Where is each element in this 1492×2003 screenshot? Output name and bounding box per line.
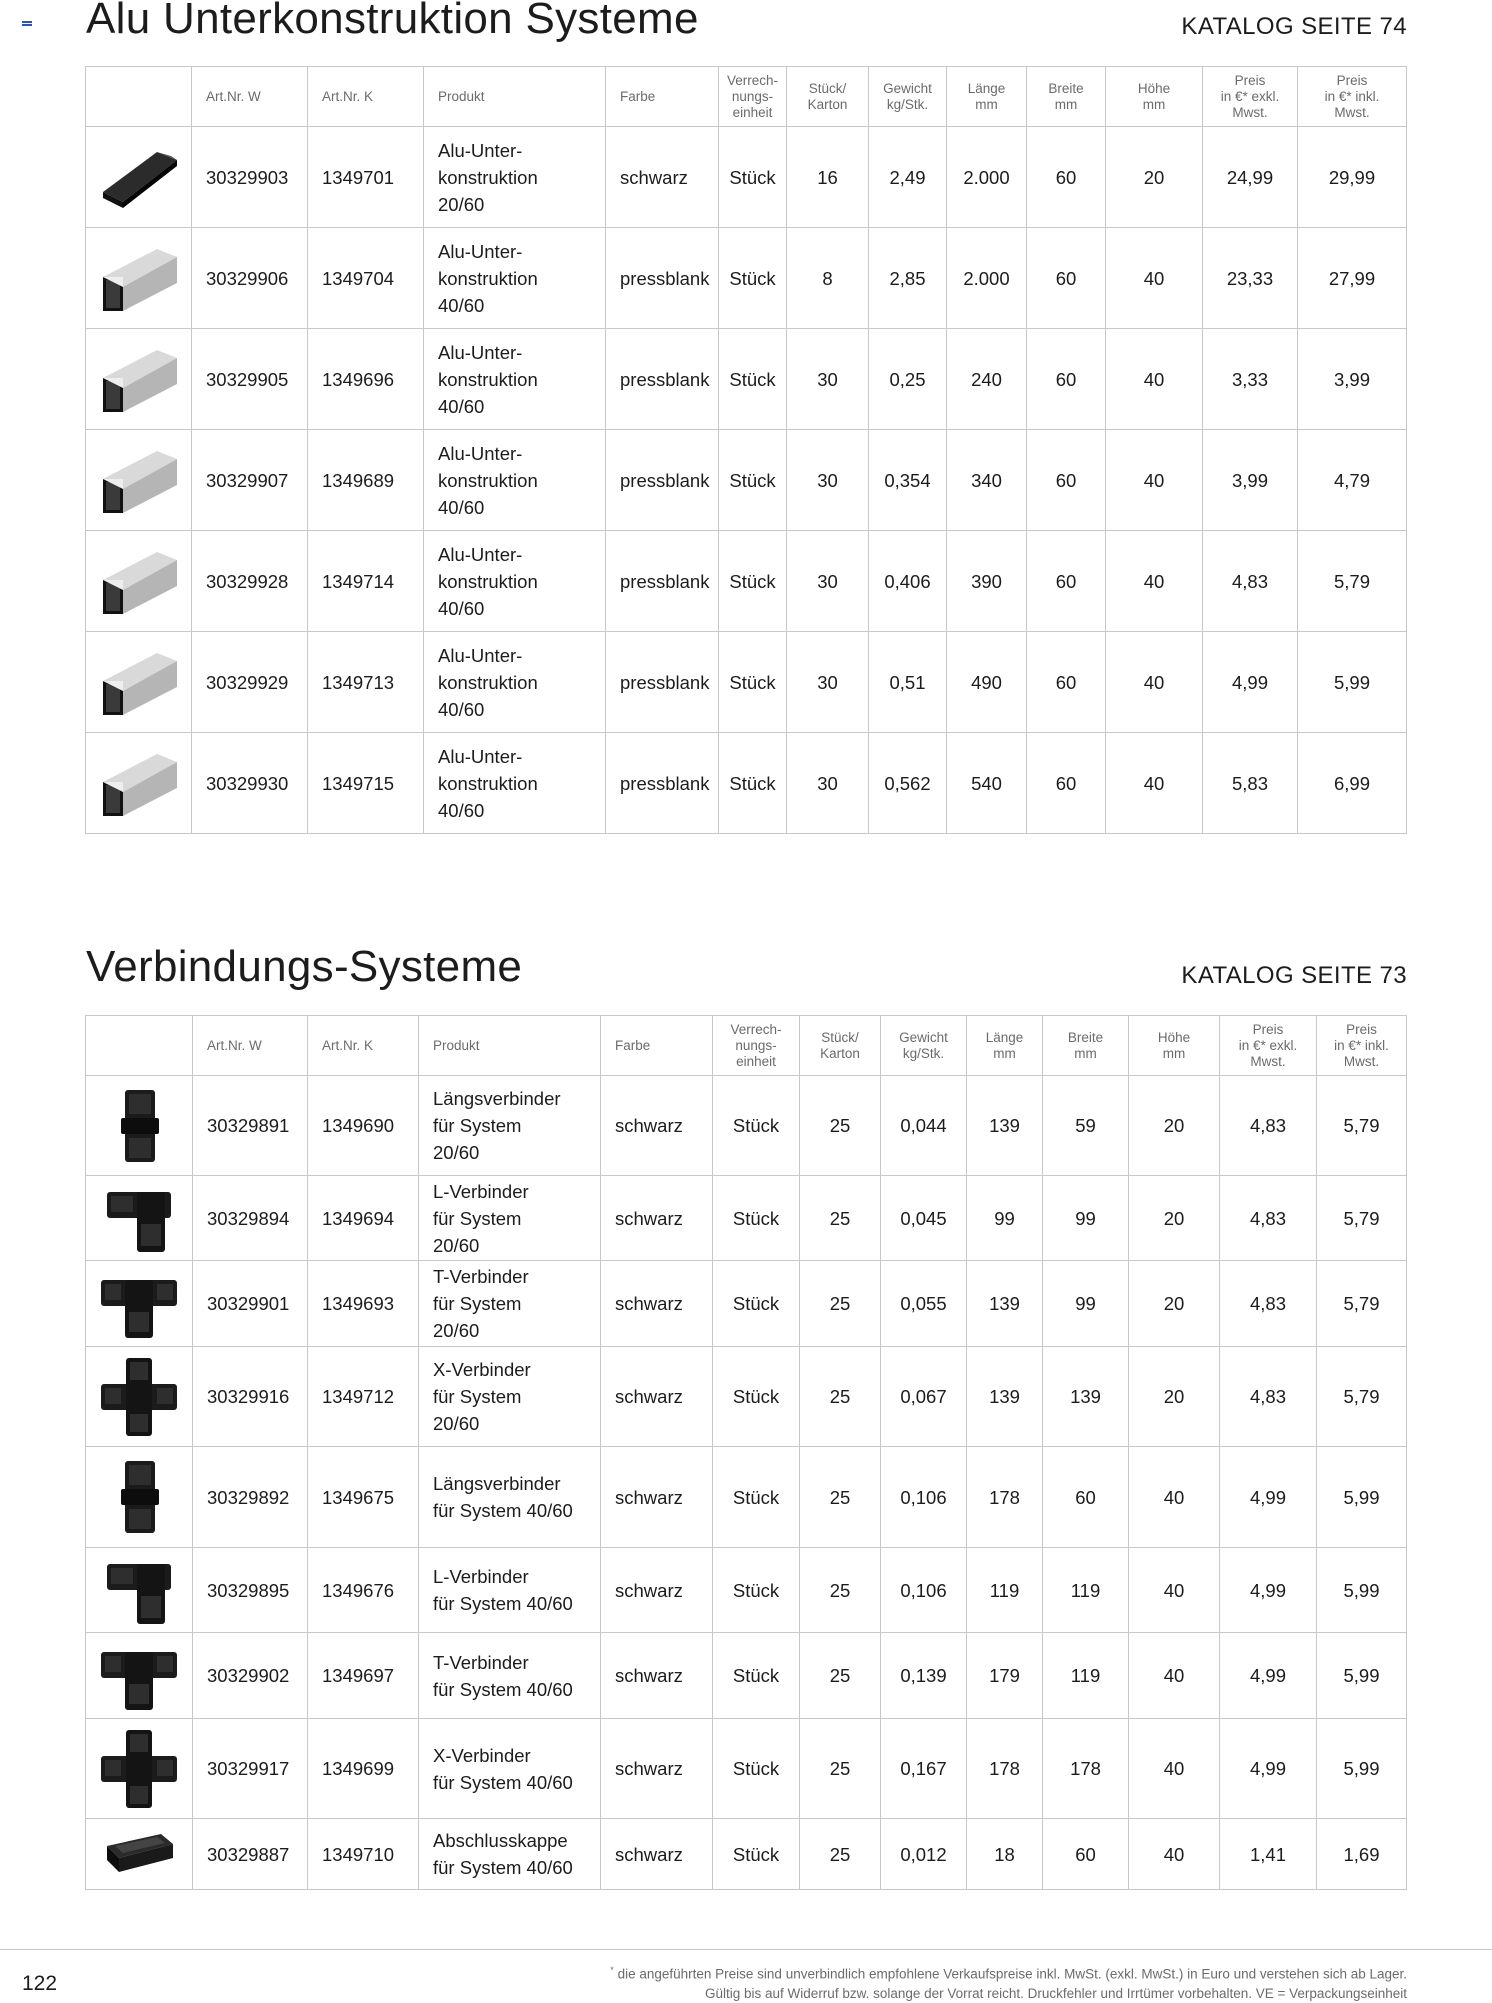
cell-laenge: 178 bbox=[967, 1719, 1043, 1819]
footnote-asterisk: * bbox=[610, 1965, 614, 1975]
cell-laenge: 139 bbox=[967, 1347, 1043, 1447]
cell-hoehe: 40 bbox=[1129, 1548, 1220, 1633]
cell-hoehe: 40 bbox=[1106, 329, 1203, 430]
cell-produkt: X-Verbinder für System 40/60 bbox=[419, 1719, 601, 1819]
cell-hoehe: 40 bbox=[1106, 228, 1203, 329]
cell-art-nr-w: 30329930 bbox=[192, 733, 308, 834]
t-connector-image bbox=[86, 1633, 193, 1719]
cell-art-nr-w: 30329906 bbox=[192, 228, 308, 329]
menu-icon[interactable] bbox=[22, 21, 32, 30]
col-header-hoehe: Höhe mm bbox=[1129, 1016, 1220, 1076]
footer-divider bbox=[0, 1949, 1492, 1950]
col-header-hoehe: Höhe mm bbox=[1106, 67, 1203, 127]
cell-breite: 119 bbox=[1043, 1548, 1129, 1633]
col-header-produkt: Produkt bbox=[419, 1016, 601, 1076]
col-header-preis-exkl: Preis in €* exkl. Mwst. bbox=[1220, 1016, 1317, 1076]
cell-farbe: schwarz bbox=[601, 1819, 713, 1890]
cell-preis-inkl: 29,99 bbox=[1298, 127, 1407, 228]
cell-farbe: pressblank bbox=[606, 531, 719, 632]
cell-produkt: Alu-Unter- konstruktion 40/60 bbox=[424, 733, 606, 834]
cell-art-nr-w: 30329916 bbox=[193, 1347, 308, 1447]
cell-produkt: Längsverbinder für System 40/60 bbox=[419, 1447, 601, 1548]
table-row bbox=[86, 1347, 1407, 1447]
cell-stueck-karton: 16 bbox=[787, 127, 869, 228]
cell-preis-inkl: 5,99 bbox=[1317, 1719, 1407, 1819]
cell-verrechnungseinheit: Stück bbox=[719, 228, 787, 329]
cell-breite: 60 bbox=[1027, 127, 1106, 228]
table-row bbox=[86, 430, 1407, 531]
table-row bbox=[86, 1819, 1407, 1890]
cell-preis-exkl: 24,99 bbox=[1203, 127, 1298, 228]
col-header-art-nr-k: Art.Nr. K bbox=[308, 1016, 419, 1076]
cell-stueck-karton: 25 bbox=[800, 1176, 881, 1261]
cell-produkt: L-Verbinder für System 20/60 bbox=[419, 1176, 601, 1261]
cell-verrechnungseinheit: Stück bbox=[713, 1719, 800, 1819]
table-row bbox=[86, 632, 1407, 733]
cell-stueck-karton: 30 bbox=[787, 733, 869, 834]
col-header-art-nr-w: Art.Nr. W bbox=[193, 1016, 308, 1076]
cell-art-nr-k: 1349699 bbox=[308, 1719, 419, 1819]
cell-hoehe: 20 bbox=[1129, 1076, 1220, 1176]
cell-produkt: Alu-Unter- konstruktion 40/60 bbox=[424, 430, 606, 531]
table-row bbox=[86, 1261, 1407, 1347]
cell-laenge: 119 bbox=[967, 1548, 1043, 1633]
cell-art-nr-k: 1349701 bbox=[308, 127, 424, 228]
cell-gewicht: 2,85 bbox=[869, 228, 947, 329]
table-row bbox=[86, 329, 1407, 430]
table-row bbox=[86, 1548, 1407, 1633]
cell-art-nr-w: 30329903 bbox=[192, 127, 308, 228]
cell-stueck-karton: 30 bbox=[787, 632, 869, 733]
cell-produkt: Alu-Unter- konstruktion 40/60 bbox=[424, 632, 606, 733]
cell-verrechnungseinheit: Stück bbox=[713, 1176, 800, 1261]
cell-art-nr-k: 1349710 bbox=[308, 1819, 419, 1890]
cell-verrechnungseinheit: Stück bbox=[713, 1633, 800, 1719]
cell-preis-inkl: 3,99 bbox=[1298, 329, 1407, 430]
section-title-verbindung: Verbindungs-Systeme bbox=[86, 942, 523, 991]
cell-preis-exkl: 4,99 bbox=[1220, 1548, 1317, 1633]
silver-profile-image bbox=[86, 733, 192, 834]
cell-preis-inkl: 5,79 bbox=[1298, 531, 1407, 632]
cell-preis-inkl: 5,79 bbox=[1317, 1176, 1407, 1261]
cell-art-nr-k: 1349715 bbox=[308, 733, 424, 834]
col-header-breite: Breite mm bbox=[1043, 1016, 1129, 1076]
cell-farbe: schwarz bbox=[601, 1347, 713, 1447]
cell-verrechnungseinheit: Stück bbox=[713, 1261, 800, 1347]
cell-verrechnungseinheit: Stück bbox=[713, 1447, 800, 1548]
cell-gewicht: 0,106 bbox=[881, 1548, 967, 1633]
cell-gewicht: 0,167 bbox=[881, 1719, 967, 1819]
col-header-preis-inkl: Preis in €* inkl. Mwst. bbox=[1317, 1016, 1407, 1076]
cell-preis-inkl: 6,99 bbox=[1298, 733, 1407, 834]
col-header-breite: Breite mm bbox=[1027, 67, 1106, 127]
col-header-gewicht: Gewicht kg/Stk. bbox=[869, 67, 947, 127]
cell-art-nr-w: 30329901 bbox=[193, 1261, 308, 1347]
cell-gewicht: 0,055 bbox=[881, 1261, 967, 1347]
table-row bbox=[86, 1719, 1407, 1819]
cell-art-nr-k: 1349676 bbox=[308, 1548, 419, 1633]
table-row bbox=[86, 127, 1407, 228]
cell-verrechnungseinheit: Stück bbox=[719, 733, 787, 834]
cell-gewicht: 0,044 bbox=[881, 1076, 967, 1176]
table-row bbox=[86, 1076, 1407, 1176]
col-header-preis-exkl: Preis in €* exkl. Mwst. bbox=[1203, 67, 1298, 127]
t-connector-image bbox=[86, 1261, 193, 1347]
cell-art-nr-k: 1349689 bbox=[308, 430, 424, 531]
catalog-page-ref-verbindung: KATALOG SEITE 73 bbox=[1181, 962, 1407, 989]
col-header-stueck-karton: Stück/ Karton bbox=[800, 1016, 881, 1076]
silver-profile-image bbox=[86, 632, 192, 733]
cell-gewicht: 0,139 bbox=[881, 1633, 967, 1719]
cell-preis-inkl: 5,99 bbox=[1317, 1447, 1407, 1548]
cell-breite: 119 bbox=[1043, 1633, 1129, 1719]
cell-preis-exkl: 4,83 bbox=[1203, 531, 1298, 632]
footnote-line-2: Gültig bis auf Widerruf bzw. solange der Vorrat reicht. Druckfehler und Irrtümer vorbehalten. VE = Verpackungseinheit bbox=[705, 1985, 1407, 2001]
cell-gewicht: 0,106 bbox=[881, 1447, 967, 1548]
cell-stueck-karton: 25 bbox=[800, 1447, 881, 1548]
price-footnote bbox=[610, 1961, 1407, 2003]
cell-preis-exkl: 4,99 bbox=[1220, 1633, 1317, 1719]
cell-hoehe: 20 bbox=[1129, 1261, 1220, 1347]
cell-laenge: 179 bbox=[967, 1633, 1043, 1719]
black-profile-image bbox=[86, 127, 192, 228]
cell-art-nr-w: 30329905 bbox=[192, 329, 308, 430]
cell-preis-inkl: 5,79 bbox=[1317, 1347, 1407, 1447]
cell-laenge: 139 bbox=[967, 1261, 1043, 1347]
cell-hoehe: 40 bbox=[1106, 632, 1203, 733]
cell-hoehe: 40 bbox=[1129, 1447, 1220, 1548]
cell-stueck-karton: 30 bbox=[787, 430, 869, 531]
cell-verrechnungseinheit: Stück bbox=[713, 1548, 800, 1633]
cell-art-nr-w: 30329891 bbox=[193, 1076, 308, 1176]
cell-stueck-karton: 8 bbox=[787, 228, 869, 329]
cell-hoehe: 40 bbox=[1106, 733, 1203, 834]
cell-verrechnungseinheit: Stück bbox=[713, 1076, 800, 1176]
l-connector-image bbox=[86, 1548, 193, 1633]
table-row bbox=[86, 733, 1407, 834]
cell-art-nr-w: 30329892 bbox=[193, 1447, 308, 1548]
cell-farbe: schwarz bbox=[601, 1548, 713, 1633]
cell-hoehe: 40 bbox=[1106, 430, 1203, 531]
cell-farbe: schwarz bbox=[601, 1076, 713, 1176]
cell-verrechnungseinheit: Stück bbox=[713, 1819, 800, 1890]
cell-gewicht: 0,25 bbox=[869, 329, 947, 430]
cell-verrechnungseinheit: Stück bbox=[719, 632, 787, 733]
cell-farbe: schwarz bbox=[601, 1261, 713, 1347]
cell-stueck-karton: 30 bbox=[787, 531, 869, 632]
cell-gewicht: 0,354 bbox=[869, 430, 947, 531]
cell-stueck-karton: 25 bbox=[800, 1548, 881, 1633]
cell-farbe: schwarz bbox=[601, 1176, 713, 1261]
cell-farbe: schwarz bbox=[601, 1633, 713, 1719]
cell-art-nr-k: 1349712 bbox=[308, 1347, 419, 1447]
cell-hoehe: 40 bbox=[1129, 1633, 1220, 1719]
cell-preis-inkl: 5,99 bbox=[1298, 632, 1407, 733]
cell-laenge: 540 bbox=[947, 733, 1027, 834]
col-header-stueck-karton: Stück/ Karton bbox=[787, 67, 869, 127]
connector-product-table bbox=[85, 1015, 1407, 1890]
cell-stueck-karton: 25 bbox=[800, 1076, 881, 1176]
cell-art-nr-k: 1349696 bbox=[308, 329, 424, 430]
alu-product-table bbox=[85, 66, 1407, 834]
straight-connector-image bbox=[86, 1447, 193, 1548]
cell-farbe: pressblank bbox=[606, 329, 719, 430]
col-header-laenge: Länge mm bbox=[967, 1016, 1043, 1076]
cell-verrechnungseinheit: Stück bbox=[713, 1347, 800, 1447]
cell-hoehe: 20 bbox=[1129, 1176, 1220, 1261]
cell-produkt: Alu-Unter- konstruktion 40/60 bbox=[424, 329, 606, 430]
cell-breite: 60 bbox=[1027, 329, 1106, 430]
cell-produkt: Alu-Unter- konstruktion 20/60 bbox=[424, 127, 606, 228]
cell-laenge: 490 bbox=[947, 632, 1027, 733]
cell-art-nr-w: 30329928 bbox=[192, 531, 308, 632]
cell-preis-exkl: 5,83 bbox=[1203, 733, 1298, 834]
cell-farbe: pressblank bbox=[606, 632, 719, 733]
cell-art-nr-k: 1349675 bbox=[308, 1447, 419, 1548]
silver-profile-image bbox=[86, 531, 192, 632]
cell-preis-exkl: 4,99 bbox=[1220, 1719, 1317, 1819]
cell-preis-exkl: 1,41 bbox=[1220, 1819, 1317, 1890]
cell-farbe: pressblank bbox=[606, 733, 719, 834]
section-title-alu: Alu Unterkonstruktion Systeme bbox=[86, 0, 699, 43]
footnote-line-1: die angeführten Preise sind unverbindlich empfohlene Verkaufspreise inkl. MwSt. (exkl. MwSt.) in Euro und verstehen sich ab Lager. bbox=[617, 1966, 1407, 1982]
cell-breite: 60 bbox=[1043, 1447, 1129, 1548]
cell-verrechnungseinheit: Stück bbox=[719, 329, 787, 430]
cell-preis-inkl: 5,79 bbox=[1317, 1261, 1407, 1347]
cell-stueck-karton: 25 bbox=[800, 1819, 881, 1890]
cell-laenge: 139 bbox=[967, 1076, 1043, 1176]
cell-laenge: 2.000 bbox=[947, 127, 1027, 228]
cell-preis-inkl: 5,99 bbox=[1317, 1633, 1407, 1719]
image-column-header bbox=[86, 1016, 193, 1076]
table-row bbox=[86, 228, 1407, 329]
image-column-header bbox=[86, 67, 192, 127]
cell-stueck-karton: 30 bbox=[787, 329, 869, 430]
x-connector-image bbox=[86, 1719, 193, 1819]
cell-laenge: 178 bbox=[967, 1447, 1043, 1548]
silver-profile-image bbox=[86, 430, 192, 531]
cell-verrechnungseinheit: Stück bbox=[719, 531, 787, 632]
col-header-gewicht: Gewicht kg/Stk. bbox=[881, 1016, 967, 1076]
cell-breite: 60 bbox=[1027, 632, 1106, 733]
cell-art-nr-k: 1349704 bbox=[308, 228, 424, 329]
cell-preis-exkl: 4,99 bbox=[1220, 1447, 1317, 1548]
cell-gewicht: 0,406 bbox=[869, 531, 947, 632]
cell-laenge: 99 bbox=[967, 1176, 1043, 1261]
cell-breite: 60 bbox=[1027, 228, 1106, 329]
cell-gewicht: 0,045 bbox=[881, 1176, 967, 1261]
cell-gewicht: 0,562 bbox=[869, 733, 947, 834]
cell-preis-inkl: 27,99 bbox=[1298, 228, 1407, 329]
cell-art-nr-w: 30329902 bbox=[193, 1633, 308, 1719]
cell-gewicht: 0,51 bbox=[869, 632, 947, 733]
cell-hoehe: 40 bbox=[1129, 1719, 1220, 1819]
cell-hoehe: 40 bbox=[1106, 531, 1203, 632]
cell-farbe: schwarz bbox=[606, 127, 719, 228]
cell-art-nr-k: 1349694 bbox=[308, 1176, 419, 1261]
cell-breite: 60 bbox=[1043, 1819, 1129, 1890]
col-header-farbe: Farbe bbox=[601, 1016, 713, 1076]
cell-gewicht: 0,067 bbox=[881, 1347, 967, 1447]
cell-preis-exkl: 4,83 bbox=[1220, 1076, 1317, 1176]
cell-breite: 60 bbox=[1027, 531, 1106, 632]
cell-preis-inkl: 1,69 bbox=[1317, 1819, 1407, 1890]
col-header-art-nr-k: Art.Nr. K bbox=[308, 67, 424, 127]
l-connector-image bbox=[86, 1176, 193, 1261]
col-header-produkt: Produkt bbox=[424, 67, 606, 127]
table-row bbox=[86, 531, 1407, 632]
cell-farbe: pressblank bbox=[606, 430, 719, 531]
col-header-laenge: Länge mm bbox=[947, 67, 1027, 127]
cell-breite: 99 bbox=[1043, 1176, 1129, 1261]
table-row bbox=[86, 1447, 1407, 1548]
cell-farbe: schwarz bbox=[601, 1719, 713, 1819]
page-number: 122 bbox=[22, 1972, 58, 1995]
cell-art-nr-k: 1349713 bbox=[308, 632, 424, 733]
cell-stueck-karton: 25 bbox=[800, 1261, 881, 1347]
end-cap-image bbox=[86, 1819, 193, 1890]
cell-art-nr-k: 1349693 bbox=[308, 1261, 419, 1347]
cell-breite: 178 bbox=[1043, 1719, 1129, 1819]
col-header-verrechnungseinheit: Verrech- nungs- einheit bbox=[713, 1016, 800, 1076]
cell-hoehe: 20 bbox=[1129, 1347, 1220, 1447]
cell-hoehe: 20 bbox=[1106, 127, 1203, 228]
cell-art-nr-w: 30329895 bbox=[193, 1548, 308, 1633]
cell-preis-inkl: 5,99 bbox=[1317, 1548, 1407, 1633]
cell-produkt: L-Verbinder für System 40/60 bbox=[419, 1548, 601, 1633]
cell-laenge: 18 bbox=[967, 1819, 1043, 1890]
col-header-art-nr-w: Art.Nr. W bbox=[192, 67, 308, 127]
cell-art-nr-w: 30329887 bbox=[193, 1819, 308, 1890]
cell-laenge: 240 bbox=[947, 329, 1027, 430]
cell-breite: 139 bbox=[1043, 1347, 1129, 1447]
cell-laenge: 2.000 bbox=[947, 228, 1027, 329]
cell-preis-exkl: 4,83 bbox=[1220, 1347, 1317, 1447]
cell-produkt: T-Verbinder für System 40/60 bbox=[419, 1633, 601, 1719]
cell-laenge: 390 bbox=[947, 531, 1027, 632]
cell-art-nr-w: 30329894 bbox=[193, 1176, 308, 1261]
straight-connector-image bbox=[86, 1076, 193, 1176]
cell-produkt: Alu-Unter- konstruktion 40/60 bbox=[424, 228, 606, 329]
cell-breite: 59 bbox=[1043, 1076, 1129, 1176]
cell-preis-inkl: 5,79 bbox=[1317, 1076, 1407, 1176]
cell-produkt: X-Verbinder für System 20/60 bbox=[419, 1347, 601, 1447]
cell-preis-exkl: 4,99 bbox=[1203, 632, 1298, 733]
cell-preis-exkl: 3,99 bbox=[1203, 430, 1298, 531]
cell-produkt: T-Verbinder für System 20/60 bbox=[419, 1261, 601, 1347]
silver-profile-image bbox=[86, 228, 192, 329]
cell-art-nr-w: 30329907 bbox=[192, 430, 308, 531]
catalog-page-ref-alu: KATALOG SEITE 74 bbox=[1181, 13, 1407, 40]
cell-verrechnungseinheit: Stück bbox=[719, 430, 787, 531]
cell-produkt: Längsverbinder für System 20/60 bbox=[419, 1076, 601, 1176]
cell-gewicht: 2,49 bbox=[869, 127, 947, 228]
cell-art-nr-w: 30329929 bbox=[192, 632, 308, 733]
cell-breite: 99 bbox=[1043, 1261, 1129, 1347]
cell-preis-exkl: 4,83 bbox=[1220, 1261, 1317, 1347]
cell-stueck-karton: 25 bbox=[800, 1719, 881, 1819]
cell-stueck-karton: 25 bbox=[800, 1633, 881, 1719]
cell-preis-exkl: 3,33 bbox=[1203, 329, 1298, 430]
cell-gewicht: 0,012 bbox=[881, 1819, 967, 1890]
cell-produkt: Alu-Unter- konstruktion 40/60 bbox=[424, 531, 606, 632]
cell-verrechnungseinheit: Stück bbox=[719, 127, 787, 228]
cell-preis-inkl: 4,79 bbox=[1298, 430, 1407, 531]
cell-art-nr-k: 1349690 bbox=[308, 1076, 419, 1176]
cell-produkt: Abschlusskappe für System 40/60 bbox=[419, 1819, 601, 1890]
col-header-verrechnungseinheit: Verrech- nungs- einheit bbox=[719, 67, 787, 127]
col-header-preis-inkl: Preis in €* inkl. Mwst. bbox=[1298, 67, 1407, 127]
cell-hoehe: 40 bbox=[1129, 1819, 1220, 1890]
cell-stueck-karton: 25 bbox=[800, 1347, 881, 1447]
x-connector-image bbox=[86, 1347, 193, 1447]
table-row bbox=[86, 1176, 1407, 1261]
cell-art-nr-k: 1349697 bbox=[308, 1633, 419, 1719]
cell-preis-exkl: 23,33 bbox=[1203, 228, 1298, 329]
cell-breite: 60 bbox=[1027, 733, 1106, 834]
cell-farbe: schwarz bbox=[601, 1447, 713, 1548]
cell-preis-exkl: 4,83 bbox=[1220, 1176, 1317, 1261]
col-header-farbe: Farbe bbox=[606, 67, 719, 127]
cell-breite: 60 bbox=[1027, 430, 1106, 531]
table-row bbox=[86, 1633, 1407, 1719]
cell-art-nr-w: 30329917 bbox=[193, 1719, 308, 1819]
cell-laenge: 340 bbox=[947, 430, 1027, 531]
silver-profile-image bbox=[86, 329, 192, 430]
cell-art-nr-k: 1349714 bbox=[308, 531, 424, 632]
cell-farbe: pressblank bbox=[606, 228, 719, 329]
